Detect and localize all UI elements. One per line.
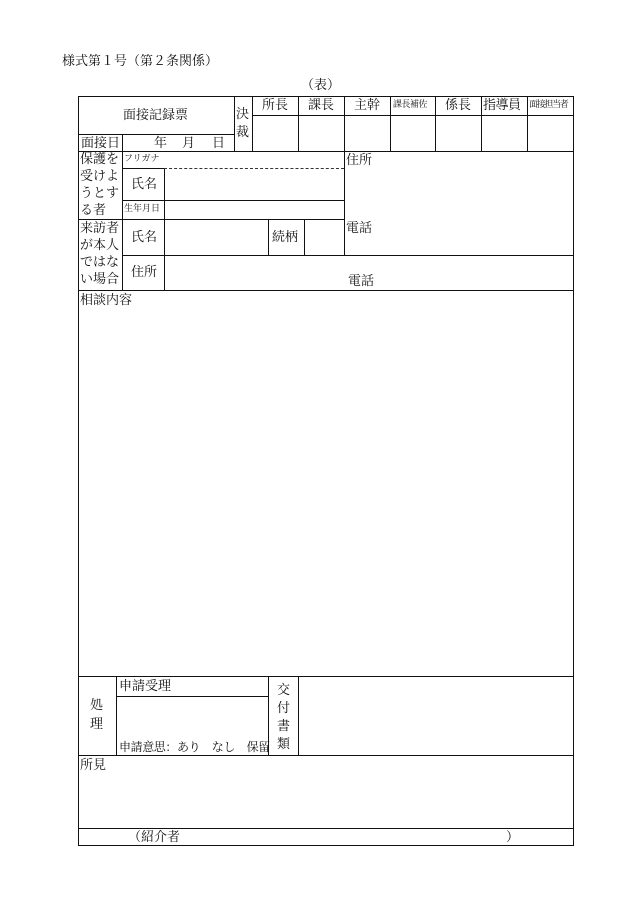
visitor-phone-label: 電話 xyxy=(348,274,375,289)
processing-label-top: 処 xyxy=(90,698,104,713)
approval-label-bottom: 裁 xyxy=(236,125,250,140)
applicant-name-label: 氏名 xyxy=(131,177,158,192)
applicant-label-line: うとす xyxy=(80,186,120,201)
side-label: （表） xyxy=(301,78,341,93)
documents-label-char: 交 xyxy=(277,683,291,698)
role-interviewer: 面接担当者 xyxy=(529,100,568,110)
role-unit-chief: 係長 xyxy=(445,98,472,113)
role-supervisor: 主幹 xyxy=(354,98,381,113)
applicant-label-line: 保護を xyxy=(80,152,120,167)
role-section-chief: 課長 xyxy=(308,98,335,113)
role-counselor: 指導員 xyxy=(483,98,521,113)
applicant-phone-label: 電話 xyxy=(346,221,373,236)
role-deputy-chief: 課長補佐 xyxy=(393,100,428,110)
interview-date-year: 年 xyxy=(154,136,168,151)
visitor-address-label: 住所 xyxy=(131,265,158,280)
introducer-close: ） xyxy=(506,830,520,845)
documents-label-char: 書 xyxy=(277,719,291,734)
form-number: 様式第１号（第２条関係） xyxy=(62,54,219,69)
applicant-label-line: る者 xyxy=(80,203,107,218)
interview-date-month: 月 xyxy=(182,136,196,151)
visitor-relationship-label: 続柄 xyxy=(272,230,299,245)
visitor-label-line: い場合 xyxy=(80,272,120,287)
applicant-label-line: 受けよ xyxy=(80,169,120,184)
applicant-address-label: 住所 xyxy=(346,153,373,168)
application-intention-label: 申請意思：あり なし 保留 xyxy=(119,740,270,754)
visitor-label-line: 来訪者 xyxy=(80,221,120,236)
furigana-label: フリガナ xyxy=(124,154,160,164)
introducer-open: （紹介者 xyxy=(128,830,181,845)
interview-date-day: 日 xyxy=(212,136,226,151)
processing-label-bottom: 理 xyxy=(90,717,104,732)
form-title: 面接記録票 xyxy=(123,108,189,123)
consultation-label: 相談内容 xyxy=(80,293,133,308)
approval-label-top: 決 xyxy=(236,107,250,122)
findings-label: 所見 xyxy=(80,758,107,773)
visitor-name-label: 氏名 xyxy=(131,230,158,245)
documents-label-char: 付 xyxy=(277,701,291,716)
interview-date-label: 面接日 xyxy=(81,136,121,151)
consultation-content-area[interactable] xyxy=(79,310,573,675)
visitor-label-line: ではな xyxy=(80,255,120,270)
applicant-birth-label: 生年月日 xyxy=(124,204,161,214)
application-received-label: 申請受理 xyxy=(119,679,172,694)
documents-label-char: 類 xyxy=(277,737,291,752)
visitor-label-line: が本人 xyxy=(80,238,120,253)
role-director: 所長 xyxy=(262,98,289,113)
